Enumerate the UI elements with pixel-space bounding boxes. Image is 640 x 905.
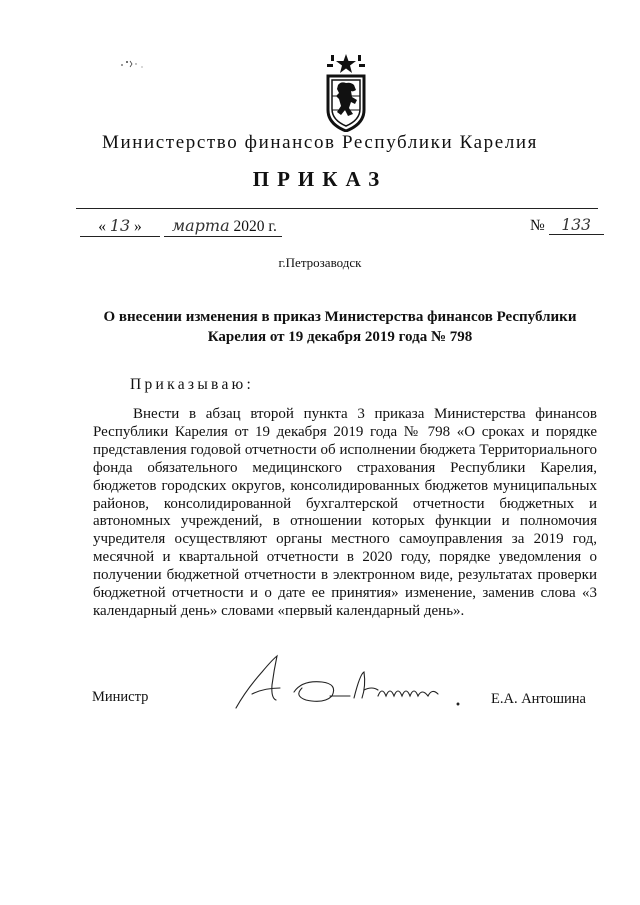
header-divider — [76, 208, 598, 209]
order-body-paragraph: Внести в абзац второй пункта 3 приказа Министерства финансов Республики Карелия от 19 декабря 2019 года № 798 «О сроках и порядке представления годовой отчетности об исполнении бюджета Территориального фонда обязательного медицинского страхования Республики Карелия, бюджетов городских округов, консолидированных бюджетов муниципальных районов, консолидированной бухгалтерской отчетности бюджетных и автономных учреждений, в отношении которых функции и полномочия учредителя осуществляют органы местного самоуправления за 2019 год, месячной и квартальной отчетности в 2020 году, порядке уведомления о получении бюджетной отчетности в электронном виде, результатах проверки бюджетной отчетности и о дате ее принятия» изменение, заменив слова «3 календарный день» словами «первый календарный день». — [93, 406, 597, 619]
number-label: № — [530, 217, 545, 234]
signatory-position: Министр — [92, 689, 149, 705]
quote-open: « — [98, 218, 106, 235]
document-type-heading: ПРИКАЗ — [252, 167, 388, 191]
scan-speck-marks — [118, 58, 148, 70]
ministry-name: Министерство финансов Республики Карелия — [101, 132, 539, 153]
document-number — [530, 216, 604, 235]
coat-of-arms-icon — [321, 52, 371, 132]
document-title: О внесении изменения в приказ Министерства финансов Республики Карелия от 19 декабря 2019 года № 798 — [103, 309, 577, 345]
document-date — [80, 216, 282, 237]
handwritten-signature — [232, 650, 477, 710]
date-month: марта — [171, 216, 230, 235]
date-month-year-field — [164, 216, 282, 237]
signatory-name: Е.А. Антошина — [491, 691, 586, 707]
date-year: 2020 г. — [233, 218, 277, 235]
quote-close: » — [134, 218, 142, 235]
city-name: г.Петрозаводск — [278, 255, 362, 270]
date-day-field — [80, 216, 160, 237]
number-value: 133 — [549, 216, 604, 235]
date-day: 13 — [109, 216, 131, 235]
order-word: Приказываю: — [130, 376, 255, 393]
